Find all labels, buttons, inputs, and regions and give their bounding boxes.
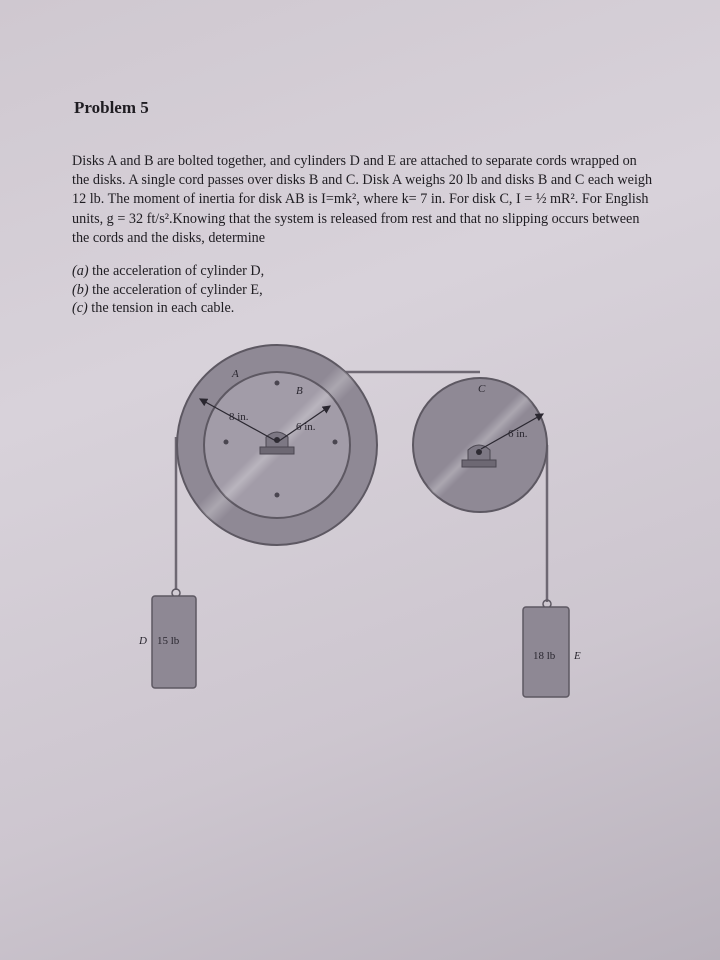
problem-title: Problem 5 xyxy=(74,98,149,117)
cylinder-d-weight: 15 lb xyxy=(157,635,180,647)
dim-a-text: 8 in. xyxy=(229,411,249,423)
question-part-b: (b) the acceleration of cylinder E, xyxy=(72,281,263,298)
bolt-icon xyxy=(333,440,338,445)
dim-b-text: 6 in. xyxy=(296,421,316,433)
bolt-icon xyxy=(275,381,280,386)
disk-c-label: C xyxy=(478,383,486,395)
question-part-c: (c) the tension in each cable. xyxy=(72,300,235,316)
bolt-icon xyxy=(224,440,229,445)
bolt-icon xyxy=(275,493,280,498)
cylinder-d-label: D xyxy=(139,635,147,647)
statement-line: Disks A and B are bolted together, and cylinders D and E are attached to separate cords wrapped on xyxy=(72,153,637,169)
statement-line: units, g = 32 ft/s².Knowing that the system is released from rest and that no slipping occurs between xyxy=(72,210,640,227)
statement-line: 12 lb. The moment of inertia for disk AB is I=mk², where k= 7 in. For disk C, I = ½ mR². For English xyxy=(72,191,649,208)
disk-a-label: A xyxy=(232,368,239,380)
disk-b-label: B xyxy=(296,385,303,397)
question-part-a: (a) the acceleration of cylinder D, xyxy=(72,263,265,279)
cylinder-e-weight: 18 lb xyxy=(533,650,556,662)
cylinder-e-label: E xyxy=(574,650,581,662)
statement-line: the disks. A single cord passes over disks B and C. Disk A weighs 20 lb and disks B and C each weigh xyxy=(72,172,653,189)
statement-line: the cords and the disks, determine xyxy=(72,229,266,246)
dim-c-text: 6 in. xyxy=(508,428,528,440)
